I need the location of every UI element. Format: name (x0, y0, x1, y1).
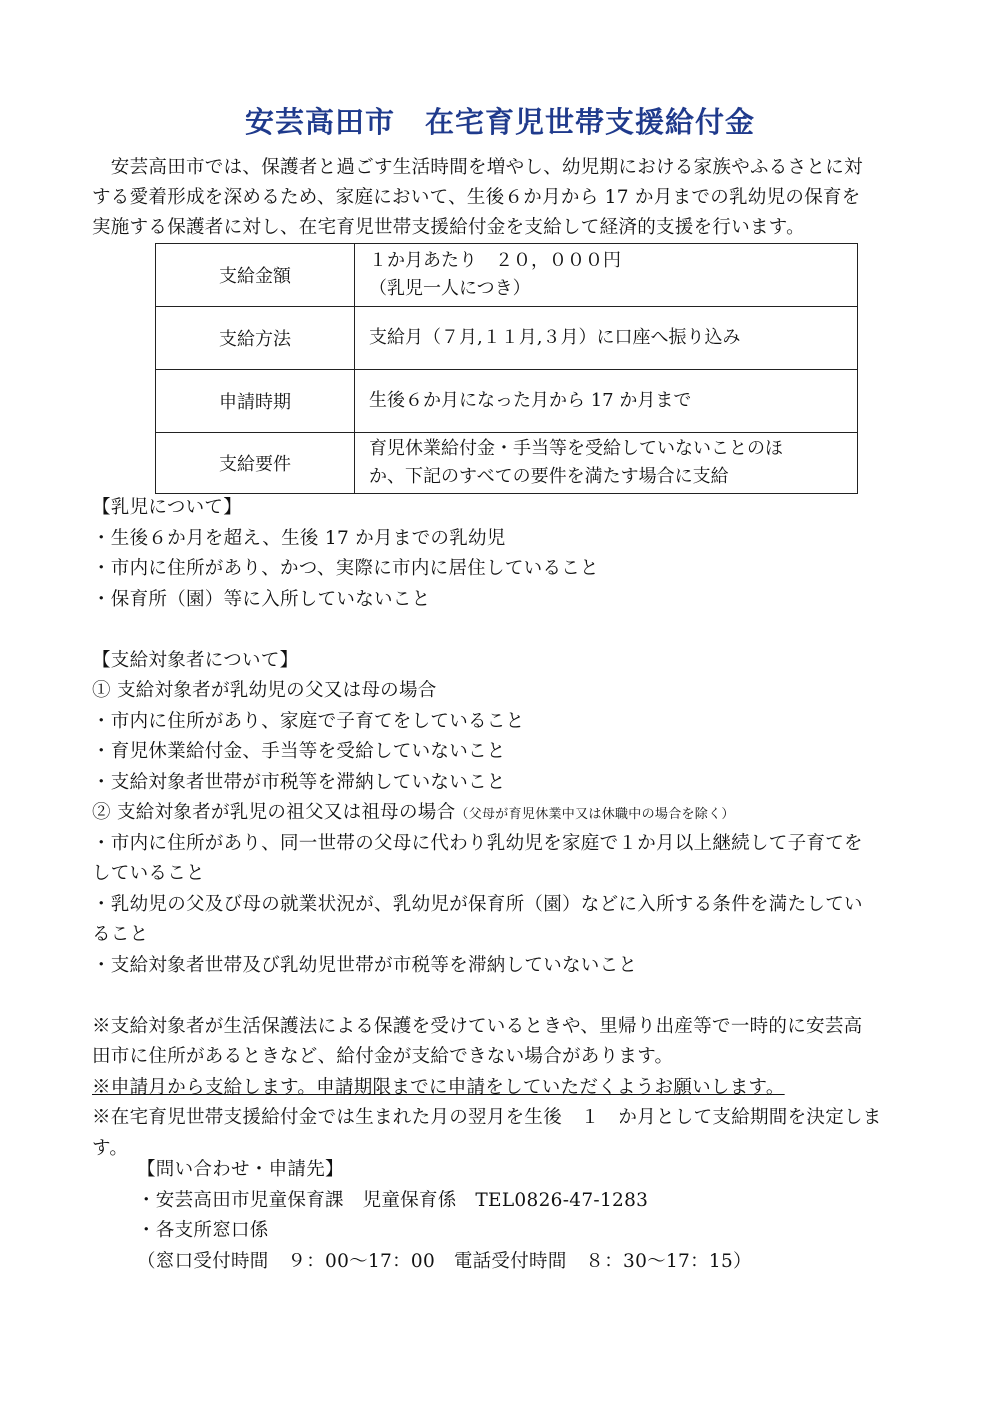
table-value-line: か、下記のすべての要件を満たす場合に支給 (369, 466, 729, 487)
page-title: 安芸高田市 在宅育児世帯支援給付金 (244, 105, 755, 139)
list-item: ・育児休業給付金、手当等を受給していないこと (92, 741, 506, 762)
table-label: 支給方法 (156, 307, 355, 370)
case2-note: （父母が育児休業中又は休職中の場合を除く） (455, 807, 735, 822)
contact-section (137, 1155, 752, 1277)
table-row (156, 307, 858, 370)
contact-heading: 【問い合わせ・申請先】 (137, 1159, 344, 1180)
table-label: 支給金額 (156, 244, 355, 307)
benefit-info-table (155, 243, 858, 494)
list-item: ・市内に住所があり、かつ、実際に市内に居住していること (92, 558, 599, 579)
note-line: 田市に住所があるときなど、給付金が支給できない場合があります。 (92, 1046, 674, 1067)
list-item: ・市内に住所があり、同一世帯の父母に代わり乳幼児を家庭で１か月以上継続して子育てを (92, 832, 863, 854)
list-item: ・乳幼児の父及び母の就業状況が、乳幼児が保育所（園）などに入所する条件を満たしてい (92, 893, 863, 915)
list-item: ・市内に住所があり、家庭で子育てをしていること (92, 710, 525, 732)
table-row (156, 370, 858, 433)
requirements-body (92, 493, 922, 1164)
list-item: ・生後６か月を超え、生後 17 か月までの乳幼児 (92, 527, 506, 549)
list-item: ・保育所（園）等に入所していないこと (92, 588, 431, 610)
infant-heading: 【乳児について】 (92, 497, 243, 518)
case2-label: ② 支給対象者が乳児の祖父又は祖母の場合 (92, 802, 456, 823)
recipient-heading: 【支給対象者について】 (92, 649, 299, 671)
intro-line: 実施する保護者に対し、在宅育児世帯支援給付金を支給して経済的支援を行います。 (92, 217, 805, 238)
table-value-line: 生後６か月になった月から 17 か月まで (369, 390, 692, 411)
table-value (355, 244, 858, 307)
list-item: ・支給対象者世帯が市税等を滞納していないこと (92, 771, 506, 793)
table-label: 申請時期 (156, 370, 355, 433)
list-item: ・支給対象者世帯及び乳幼児世帯が市税等を滞納していないこと (92, 954, 638, 976)
table-row (156, 244, 858, 307)
intro-line: 安芸高田市では、保護者と過ごす生活時間を増やし、幼児期における家族やふるさとに対 (92, 157, 863, 178)
table-value-line: 育児休業給付金・手当等を受給していないことのほ (369, 438, 783, 459)
table-value-line: （乳児一人につき） (369, 278, 531, 299)
note-underlined: ※申請月から支給します。申請期限までに申請をしていただくようお願いします。 (92, 1076, 785, 1098)
list-item: ること (92, 924, 149, 945)
case2-heading (92, 798, 922, 829)
intro-line: する愛着形成を深めるため、家庭において、生後６か月から 17 か月までの乳幼児の保育を (92, 187, 861, 208)
contact-hours: （窓口受付時間 ９：00〜17：00 電話受付時間 ８：30〜17：15） (137, 1250, 752, 1272)
table-value-line: 支給月（７月,１１月,３月）に口座へ振り込み (369, 327, 741, 348)
table-value (355, 433, 858, 494)
table-value-line: １か月あたり ２０，０００円 (369, 250, 621, 271)
table-row (156, 433, 858, 494)
intro-paragraph (92, 153, 912, 243)
table-value (355, 370, 858, 433)
contact-office: ・安芸高田市児童保育課 児童保育係 TEL0826-47-1283 (137, 1189, 649, 1211)
contact-branch: ・各支所窓口係 (137, 1220, 269, 1241)
note-line: ※在宅育児世帯支援給付金では生まれた月の翌月を生後 １ か月として支給期間を決定しま (92, 1107, 882, 1128)
table-label: 支給要件 (156, 433, 355, 494)
case1-heading: ① 支給対象者が乳幼児の父又は母の場合 (92, 680, 437, 701)
note-line: ※支給対象者が生活保護法による保護を受けているときや、里帰り出産等で一時的に安芸高 (92, 1015, 863, 1037)
table-value (355, 307, 858, 370)
list-item: していること (92, 863, 205, 884)
note-line: す。 (92, 1137, 129, 1159)
